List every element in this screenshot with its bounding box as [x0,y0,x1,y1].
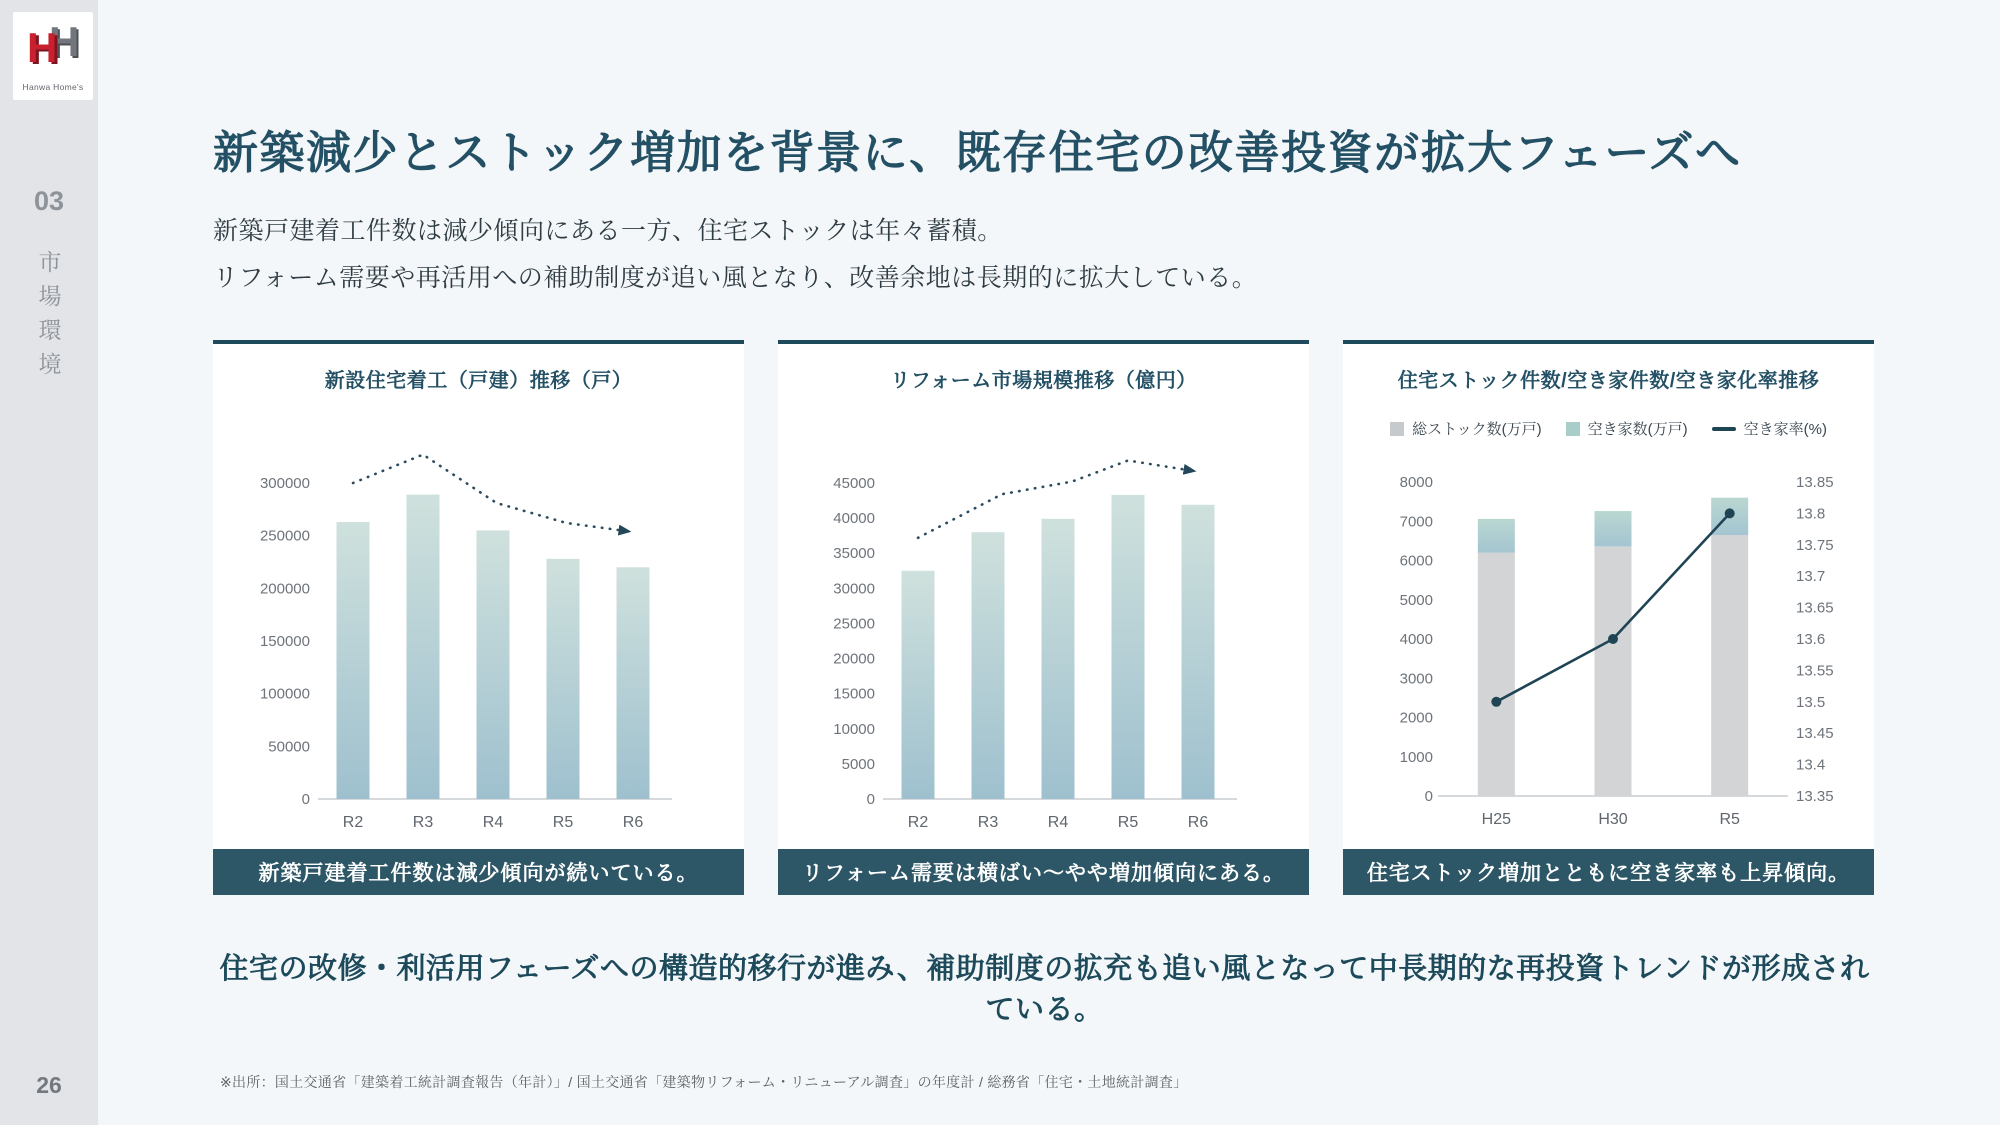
svg-text:13.6: 13.6 [1796,631,1826,648]
svg-text:250000: 250000 [259,527,310,545]
svg-text:R6: R6 [622,814,644,831]
chart-card-housing-stock [1343,340,1874,895]
slide-title: 新築減少とストック増加を背景に、既存住宅の改善投資が拡大フェーズへ [213,127,1742,179]
logo-h-gray: H [49,18,80,65]
svg-text:13.45: 13.45 [1796,725,1834,743]
svg-text:100000: 100000 [259,685,310,703]
svg-text:35000: 35000 [833,545,875,563]
svg-text:50000: 50000 [268,738,310,756]
slide-subtitle-line-2: リフォーム需要や再活用への補助制度が追い風となり、改善余地は長期的に拡大している。 [213,264,1258,292]
housing-starts-bar-chart [213,344,744,849]
svg-text:4000: 4000 [1399,631,1433,648]
svg-text:H25: H25 [1481,811,1512,828]
page-number: 26 [36,1072,62,1098]
svg-text:H30: H30 [1598,811,1628,828]
hanwa-logo [13,12,93,100]
source-note: ※出所：国土交通省「建築着工統計調査報告（年計）」/ 国土交通省「建築物リフォーム・リニューアル調査」の年度計 / 総務省「住宅・土地統計調査」 [220,1074,1188,1090]
caption-banner: 新築戸建着工件数は減少傾向が続いている。 [213,849,744,895]
svg-text:20000: 20000 [833,650,875,668]
svg-text:R6: R6 [1187,814,1209,831]
svg-text:R4: R4 [482,814,504,831]
svg-text:R4: R4 [1047,814,1069,831]
svg-text:7000: 7000 [1399,513,1433,531]
chart-card-reform-market [778,340,1309,895]
sidebar [0,0,98,1125]
chart-card-housing-starts [213,340,744,895]
svg-text:13.55: 13.55 [1796,662,1834,680]
slide-subtitle-line-1: 新築戸建着工件数は減少傾向にある一方、住宅ストックは年々蓄積。 [213,217,1003,245]
summary-statement: 住宅の改修・利活用フェーズへの構造的移行が進み、補助制度の拡充も追い風となって中長期的な再投資トレンドが形成されている。 [219,953,1870,1026]
caption-banner: 住宅ストック増加とともに空き家率も上昇傾向。 [1343,849,1874,895]
svg-text:R2: R2 [907,814,929,831]
svg-text:R5: R5 [552,814,574,831]
charts-row [213,340,1874,895]
svg-text:0: 0 [866,791,875,808]
svg-text:13.35: 13.35 [1796,788,1834,805]
svg-text:6000: 6000 [1399,552,1433,570]
svg-text:13.75: 13.75 [1796,536,1834,554]
svg-text:R3: R3 [412,814,434,831]
svg-text:25000: 25000 [833,615,875,633]
svg-text:2000: 2000 [1399,709,1433,727]
svg-text:40000: 40000 [833,510,875,528]
slide-main [98,0,2000,1125]
legend-label: 空き家率(%) [1743,421,1827,438]
svg-text:300000: 300000 [259,475,310,492]
caption-banner: リフォーム需要は横ばい〜やや増加傾向にある。 [778,849,1309,895]
section-number: 03 [33,186,65,216]
svg-text:13.5: 13.5 [1796,693,1826,711]
svg-text:13.7: 13.7 [1796,568,1826,586]
section-label-wrap [0,250,98,386]
housing-stock-combo-chart [1343,344,1874,849]
logo-h-red: H [27,24,58,71]
svg-text:10000: 10000 [833,720,875,738]
svg-text:13.4: 13.4 [1796,756,1826,774]
svg-text:30000: 30000 [833,580,875,598]
svg-text:0: 0 [301,791,310,808]
chart-title: 住宅ストック件数/空き家件数/空き家化率推移 [1397,370,1820,392]
logo-monogram [13,12,93,74]
svg-text:5000: 5000 [841,755,875,773]
section-label-vertical: 市場環境 [35,250,62,386]
svg-text:5000: 5000 [1399,591,1433,609]
svg-text:R5: R5 [1117,814,1139,831]
reform-market-bar-chart [778,344,1309,849]
chart-title: 新設住宅着工（戸建）推移（戸） [324,370,633,392]
svg-text:150000: 150000 [259,633,310,650]
svg-text:R5: R5 [1719,811,1740,828]
svg-text:200000: 200000 [259,580,310,598]
svg-text:13.65: 13.65 [1796,599,1834,617]
svg-text:R2: R2 [342,814,364,831]
logo-caption: Hanwa Home's [22,82,84,92]
legend-label: 総ストック数(万戸) [1412,421,1542,438]
chart-title: リフォーム市場規模推移（億円） [890,370,1197,392]
svg-text:13.8: 13.8 [1796,505,1826,523]
svg-text:R3: R3 [977,814,999,831]
svg-text:45000: 45000 [833,475,875,492]
legend-label: 空き家数(万戸) [1587,421,1688,438]
svg-text:13.85: 13.85 [1796,474,1834,491]
svg-text:1000: 1000 [1399,748,1433,766]
svg-text:3000: 3000 [1399,670,1433,688]
svg-text:15000: 15000 [833,685,875,703]
svg-text:8000: 8000 [1399,474,1433,491]
svg-text:0: 0 [1424,788,1433,805]
